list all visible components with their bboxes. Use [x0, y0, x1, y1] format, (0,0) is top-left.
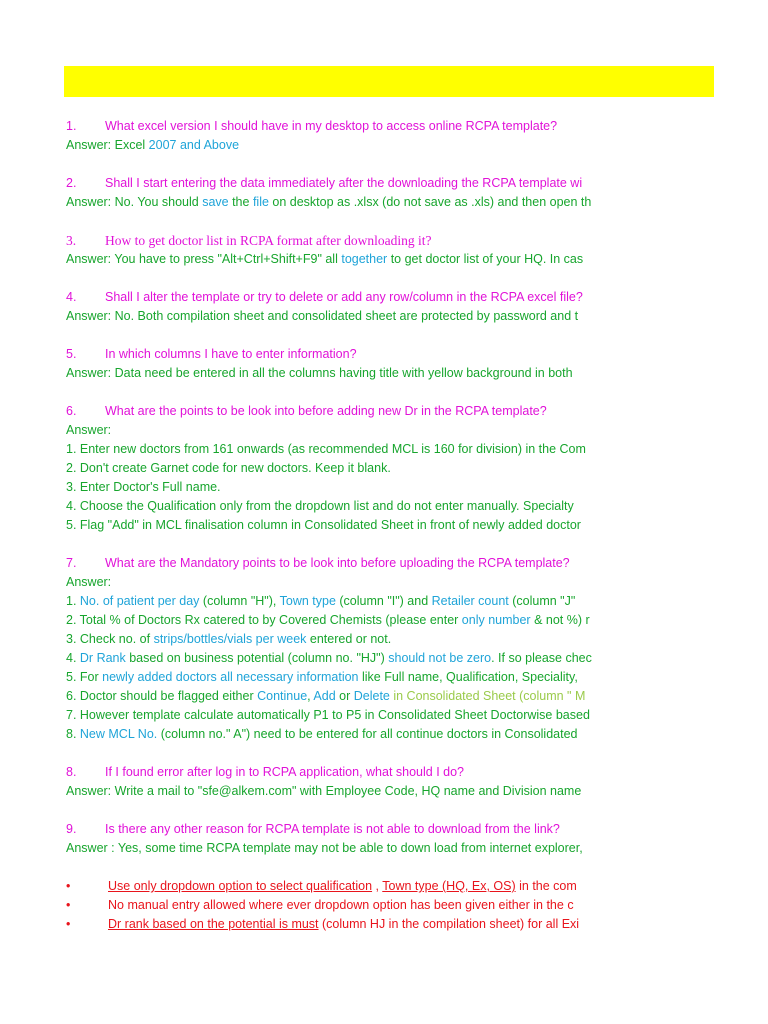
text-run: save — [202, 195, 229, 209]
text-run: 4. — [66, 651, 80, 665]
question-text: What are the Mandatory points to be look into before uploading the RCPA template? — [105, 556, 570, 570]
text-run: Answer: No. Both compilation sheet and consolidated sheet are protected by password and t — [66, 309, 579, 323]
question-number: 1. — [66, 119, 77, 133]
text-run: 7. However template calculate automatically P1 to P5 in Consolidated Sheet Doctorwise based — [66, 708, 590, 722]
faq-answer-line — [66, 630, 648, 649]
text-run: (column HJ in the compilation sheet) for all Exi — [318, 917, 580, 931]
text-run: No. of patient per day — [79, 594, 200, 608]
question-number: 5. — [66, 347, 77, 361]
bullet-icon: • — [66, 917, 71, 931]
faq-answer-line — [66, 421, 648, 440]
question-number: 3. — [66, 233, 77, 248]
faq-answer-line — [66, 573, 648, 592]
faq-answer-line — [66, 649, 648, 668]
question-number: 2. — [66, 176, 77, 190]
text-run: . If so please chec — [491, 651, 592, 665]
yellow-header-banner — [64, 66, 714, 97]
text-run: 4. Choose the Qualification only from the dropdown list and do not enter manually. Specialty — [66, 499, 574, 513]
text-run: Dr rank based on the potential is must — [108, 917, 319, 931]
spacer — [66, 212, 648, 231]
text-run: 5. Flag "Add" in MCL finalisation column in Consolidated Sheet in front of newly added doctor — [66, 518, 581, 532]
bullet-icon: • — [66, 879, 71, 893]
text-run: Retailer count — [431, 594, 509, 608]
text-run: , — [372, 879, 383, 893]
note-item-2 — [66, 896, 648, 915]
faq-question-4 — [66, 288, 648, 307]
text-run: & not %) r — [530, 613, 590, 627]
question-number: 7. — [66, 556, 77, 570]
faq-question-9 — [66, 820, 648, 839]
text-run: strips/bottles/vials per week — [153, 632, 307, 646]
text-run: 3. Enter Doctor's Full name. — [66, 480, 221, 494]
text-run: (column no." A") need to be entered for all continue doctors in Consolidated — [157, 727, 578, 741]
faq-question-3 — [66, 231, 648, 250]
faq-answer-line — [66, 706, 648, 725]
spacer — [66, 269, 648, 288]
text-run: like Full name, Qualification, Speciality, — [358, 670, 578, 684]
text-run: Use only dropdown option to select qualification — [108, 879, 373, 893]
text-run: Add — [313, 689, 336, 703]
faq-answer-line — [66, 478, 648, 497]
question-text: In which columns I have to enter information? — [105, 347, 357, 361]
text-run: only number — [461, 613, 531, 627]
note-item-1 — [66, 877, 648, 896]
spacer — [66, 858, 648, 877]
text-run: file — [252, 195, 269, 209]
question-text: How to get doctor list in RCPA format after downloading it? — [105, 233, 432, 248]
faq-answer-line — [66, 497, 648, 516]
question-number: 4. — [66, 290, 77, 304]
faq-answer-line — [66, 364, 648, 383]
faq-answer-line — [66, 307, 648, 326]
text-run: based on business potential (column no. "HJ") — [125, 651, 389, 665]
text-run: 1. Enter new doctors from 161 onwards (as recommended MCL is 160 for division) in the Com — [66, 442, 586, 456]
text-run: in the com — [515, 879, 577, 893]
text-run: newly added doctors all necessary information — [102, 670, 359, 684]
text-run: Answer: You have to press "Alt+Ctrl+Shift+F9" all — [66, 252, 342, 266]
bullet-icon: • — [66, 898, 71, 912]
text-run: Answer: — [66, 575, 112, 589]
faq-answer-line — [66, 592, 648, 611]
text-run: New MCL No. — [79, 727, 158, 741]
spacer — [66, 535, 648, 554]
text-run: 6. Doctor should be flagged either — [66, 689, 258, 703]
faq-answer-line — [66, 839, 648, 858]
text-run: Town type (HQ, Ex, OS) — [382, 879, 516, 893]
question-text: If I found error after log in to RCPA application, what should I do? — [105, 765, 465, 779]
text-run: 5. For — [66, 670, 103, 684]
faq-answer-line — [66, 668, 648, 687]
text-run: to get doctor list of your HQ. In cas — [387, 252, 584, 266]
text-run: (column "H"), — [199, 594, 280, 608]
faq-answer-line — [66, 725, 648, 744]
text-run: entered or not. — [306, 632, 392, 646]
text-run: in Consolidated Sheet (column " M — [389, 689, 586, 703]
text-run: the — [228, 195, 253, 209]
text-run: Dr Rank — [79, 651, 126, 665]
text-run: 3. Check no. of — [66, 632, 154, 646]
question-number: 9. — [66, 822, 77, 836]
faq-question-8 — [66, 763, 648, 782]
text-run: Answer: Write a mail to "sfe@alkem.com" with Employee Code, HQ name and Division name — [66, 784, 582, 798]
text-run: Town type — [279, 594, 336, 608]
spacer — [66, 801, 648, 820]
text-run: (column "J" — [508, 594, 576, 608]
question-text: Shall I alter the template or try to delete or add any row/column in the RCPA excel file? — [105, 290, 583, 304]
spacer — [66, 155, 648, 174]
text-run: Answer: Excel — [66, 138, 149, 152]
text-run: 8. — [66, 727, 80, 741]
text-run: Delete — [353, 689, 390, 703]
question-text: Shall I start entering the data immediately after the downloading the RCPA template wi — [105, 176, 583, 190]
text-run: Answer: — [66, 423, 112, 437]
text-run: (column "I") and — [335, 594, 432, 608]
text-run: 1. — [66, 594, 80, 608]
text-run: 2. Total % of Doctors Rx catered to by Covered Chemists (please enter — [66, 613, 462, 627]
faq-answer-line — [66, 250, 648, 269]
spacer — [66, 383, 648, 402]
text-run: should not be zero — [388, 651, 492, 665]
spacer — [66, 744, 648, 763]
note-item-3 — [66, 915, 648, 934]
spacer — [66, 326, 648, 345]
faq-question-2 — [66, 174, 648, 193]
text-run: 2. Don't create Garnet code for new doctors. Keep it blank. — [66, 461, 391, 475]
question-text: What excel version I should have in my desktop to access online RCPA template? — [105, 119, 558, 133]
text-run: or — [335, 689, 354, 703]
question-text: Is there any other reason for RCPA template is not able to download from the link? — [105, 822, 560, 836]
faq-answer-line — [66, 782, 648, 801]
question-number: 6. — [66, 404, 77, 418]
faq-question-5 — [66, 345, 648, 364]
faq-answer-line — [66, 440, 648, 459]
text-run: Answer : Yes, some time RCPA template may not be able to down load from internet explorer, — [66, 841, 583, 855]
text-run: , — [307, 689, 314, 703]
text-run: together — [341, 252, 388, 266]
faq-answer-line — [66, 687, 648, 706]
faq-answer-line — [66, 136, 648, 155]
question-text: What are the points to be look into before adding new Dr in the RCPA template? — [105, 404, 547, 418]
text-run: Continue — [257, 689, 308, 703]
text-run: No manual entry allowed where ever dropdown option has been given either in the c — [108, 898, 574, 912]
faq-question-7 — [66, 554, 648, 573]
faq-content — [66, 117, 648, 934]
faq-question-6 — [66, 402, 648, 421]
faq-answer-line — [66, 193, 648, 212]
text-run: 2007 and Above — [148, 138, 240, 152]
faq-answer-line — [66, 611, 648, 630]
faq-answer-line — [66, 516, 648, 535]
text-run: on desktop as .xlsx (do not save as .xls) and then open th — [268, 195, 592, 209]
text-run: Answer: No. You should — [66, 195, 203, 209]
question-number: 8. — [66, 765, 77, 779]
faq-answer-line — [66, 459, 648, 478]
faq-question-1 — [66, 117, 648, 136]
text-run: Answer: Data need be entered in all the columns having title with yellow background in both — [66, 366, 573, 380]
